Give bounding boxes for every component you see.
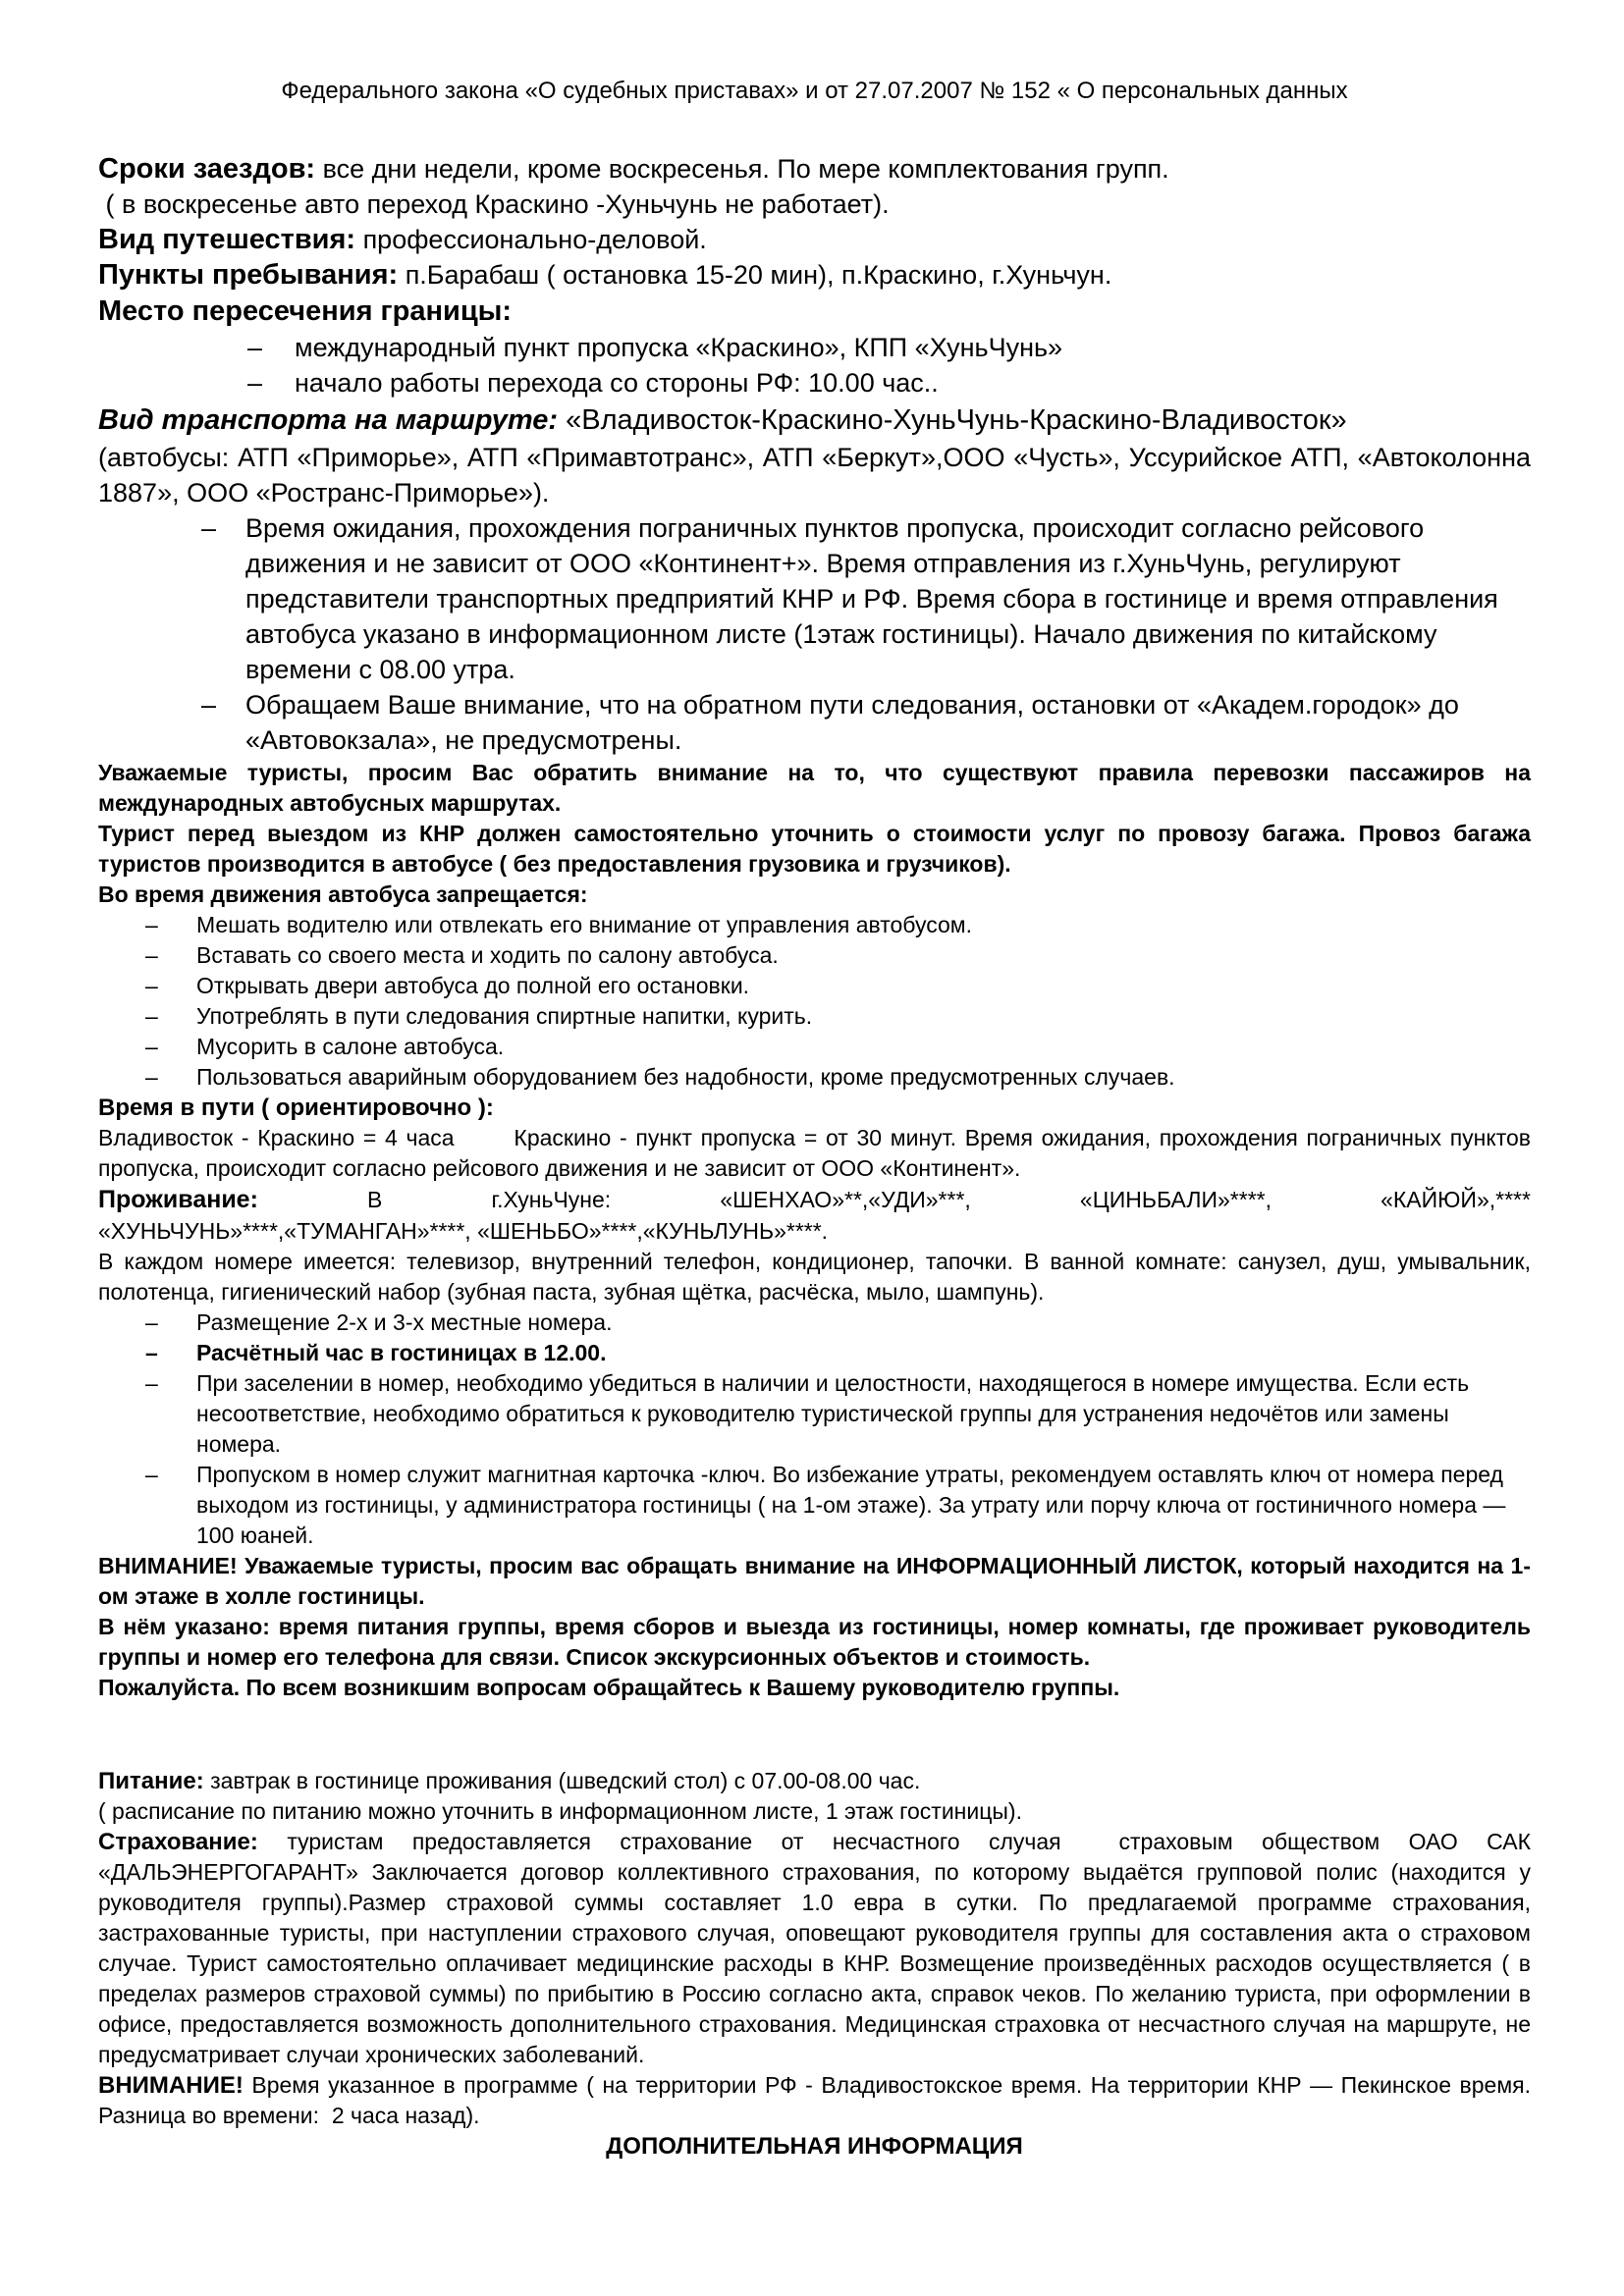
- travel-time-title: Время в пути ( ориентировочно ):: [98, 1095, 494, 1121]
- list-item: – При заселении в номер, необходимо убедиться в наличии и целостности, находящегося в номере имущества. Если есть несоответствие, необходимо обратиться к руководителю туристической группы для устранения недочётов или замены номера.: [98, 1368, 1531, 1460]
- time-difference-text: Время указанное в программе ( на территории РФ - Владивостокское время. На территории КНР — Пекинское время. Разница во времени: 2 часа назад).: [98, 2072, 1531, 2128]
- insurance-paragraph: [98, 1827, 1531, 2070]
- info-sheet-contents: В нём указано: время питания группы, время сборов и выезда из гостиницы, номер комнаты, где проживает руководитель группы и номер его телефона для связи. Список экскурсионных объектов и стоимость.: [98, 1614, 1531, 1670]
- insurance-label: Страхование:: [98, 1829, 258, 1855]
- list-item: – Размещение 2-х и 3-х местные номера.: [98, 1308, 1531, 1338]
- list-item: – Пользоваться аварийным оборудованием без надобности, кроме предусмотренных случаев.: [98, 1062, 1531, 1093]
- meals-text: завтрак в гостинице проживания (шведский стол) с 07.00-08.00 час.: [203, 1768, 921, 1793]
- list-item-checkout-time: – Расчётный час в гостиницах в 12.00.: [98, 1338, 1531, 1368]
- list-item: – международный пункт пропуска «Краскино», КПП «ХуньЧунь»: [98, 330, 1531, 365]
- hotel-names: «КАЙЮЙ»,****: [1380, 1187, 1531, 1212]
- info-sheet-notice: ВНИМАНИЕ! Уважаемые туристы, просим вас обращать внимание на ИНФОРМАЦИОННЫЙ ЛИСТОК, который находится на 1-ом этаже в холле гостиницы.: [98, 1553, 1531, 1609]
- prohibitions-list: [98, 910, 1531, 1093]
- border-crossing-title: Место пересечения границы:: [98, 295, 513, 327]
- stay-points-text: п.Барабаш ( остановка 15-20 мин), п.Краскино, г.Хуньчун.: [398, 260, 1112, 290]
- passenger-rules-notice: Уважаемые туристы, просим Вас обратить внимание на то, что существуют правила перевозки пассажиров на международных автобусных маршрутах.: [98, 760, 1531, 816]
- time-difference-notice: [98, 2070, 1531, 2131]
- meals-note: ( расписание по питанию можно уточнить в информационном листе, 1 этаж гостиницы).: [98, 1798, 1022, 1824]
- list-item: – начало работы перехода со стороны РФ: 10.00 час..: [98, 365, 1531, 400]
- transport-carriers-paragraph: (автобусы: АТП «Приморье», АТП «Примавтотранс», АТП «Беркут»,ООО «Чусть», Уссурийское АТП, «Автоколонна 1887», ООО «Ространс-Приморье»).: [98, 443, 1531, 507]
- accommodation-city-word: В: [367, 1187, 383, 1212]
- list-item: – Употреблять в пути следования спиртные напитки, курить.: [98, 1001, 1531, 1032]
- baggage-notice: Турист перед выездом из КНР должен самостоятельно уточнить о стоимости услуг по провозу багажа. Провоз багажа туристов производится в автобусе ( без предоставления грузовика и грузчиков).: [98, 821, 1531, 877]
- travel-time-text: Владивосток - Краскино = 4 часа Краскино - пункт пропуска = от 30 минут. Время ожидания, прохождения пограничных пунктов пропуска, происходит согласно рейсового движения и не зависит от ООО «Континент».: [98, 1125, 1531, 1181]
- stay-points-label: Пункты пребывания:: [98, 259, 399, 291]
- accommodation-hotels-line: [98, 1184, 1531, 1216]
- questions-notice: Пожалуйста. По всем возникшим вопросам обращайтесь к Вашему руководителю группы.: [98, 1675, 1120, 1700]
- accommodation-city: г.ХуньЧуне:: [491, 1187, 612, 1212]
- list-item: – Обращаем Ваше внимание, что на обратном пути следования, остановки от «Академ.городок» до «Автовокзала», не предусмотрены.: [98, 687, 1531, 758]
- border-crossing-list: [98, 330, 1531, 400]
- list-item: – Вставать со своего места и ходить по салону автобуса.: [98, 940, 1531, 971]
- prohibitions-title: Во время движения автобуса запрещается:: [98, 881, 588, 907]
- transport-notes-list: [98, 510, 1531, 758]
- accommodation-list: [98, 1308, 1531, 1551]
- trip-type-text: профессионально-деловой.: [355, 225, 707, 254]
- transport-type-label: Вид транспорта на маршруте:: [98, 404, 559, 436]
- arrival-dates-text: все дни недели, кроме воскресенья. По мере комплектования групп.: [315, 154, 1169, 184]
- list-item: – Пропуском в номер служит магнитная карточка -ключ. Во избежание утраты, рекомендуем оставлять ключ от номера перед выходом из гостиницы, у администратора гостиницы ( на 1-ом этаже). За утрату или порчу ключа от гостиничного номера — 100 юаней.: [98, 1460, 1531, 1551]
- transport-route-text: «Владивосток-Краскино-ХуньЧунь-Краскино-Владивосток»: [558, 404, 1347, 436]
- insurance-text: туристам предоставляется страхование от несчастного случая страховым обществом ОАО САК «ДАЛЬЭНЕРГОГАРАНТ» Заключается договор коллективного страхования, по которому выдаётся групповой полис (находится у руководителя группы).Размер страховой суммы составляет 1.0 евра в сутки. По предлагаемой программе страхования, застрахованные туристы, при наступлении страхового случая, оповещают руководителя группы для составления акта о страховом случае. Турист самостоятельно оплачивает медицинские расходы в КНР. Возмещение произведённых расходов осуществляется ( в пределах размеров страховой суммы) по прибытию в Россию согласно акта, справок чеков. По желанию туриста, при оформлении в офисе, предоставляется возможность дополнительного страхования. Медицинская страховка от несчастного случая на маршруте, не предусматривает случаи хронических заболеваний.: [98, 1829, 1531, 2067]
- list-item: – Открывать двери автобуса до полной его остановки.: [98, 971, 1531, 1001]
- meals-paragraph: [98, 1766, 1531, 1796]
- room-info-paragraph: В каждом номере имеется: телевизор, внутренний телефон, кондиционер, тапочки. В ванной комнате: санузел, душ, умывальник, полотенца, гигиенический набор (зубная паста, зубная щётка, расчёска, мыло, шампунь).: [98, 1249, 1531, 1305]
- hotel-names: «ЦИНЬБАЛИ»****,: [1079, 1187, 1272, 1212]
- additional-info-title: ДОПОЛНИТЕЛЬНАЯ ИНФОРМАЦИЯ: [606, 2133, 1023, 2160]
- list-item: – Мешать водителю или отвлекать его внимание от управления автобусом.: [98, 910, 1531, 940]
- hotel-names: «ШЕНХАО»**,«УДИ»***,: [720, 1187, 971, 1212]
- accommodation-hotels-line2: «ХУНЬЧУНЬ»****,«ТУМАНГАН»****, «ШЕНЬБО»****,«КУНЬЛУНЬ»****.: [98, 1218, 829, 1244]
- transport-type-paragraph: [98, 400, 1531, 440]
- stay-points-paragraph: [98, 257, 1531, 293]
- trip-type-paragraph: [98, 222, 1531, 257]
- arrival-dates-paragraph: [98, 151, 1531, 187]
- trip-type-label: Вид путешествия:: [98, 224, 356, 255]
- list-item: – Время ожидания, прохождения пограничных пунктов пропуска, происходит согласно рейсового движения и не зависит от ООО «Континент+». Время отправления из г.ХуньЧунь, регулируют представители транспортных предприятий КНР и РФ. Время сбора в гостинице и время отправления автобуса указано в информационном листе (1этаж гостиницы). Начало движения по китайскому времени с 08.00 утра.: [98, 510, 1531, 687]
- list-item: – Мусорить в салоне автобуса.: [98, 1032, 1531, 1062]
- attention-label: ВНИМАНИЕ!: [98, 2072, 244, 2099]
- arrival-dates-note: ( в воскресенье авто переход Краскино -Хуньчунь не работает).: [98, 189, 890, 219]
- accommodation-label: Проживание:: [98, 1186, 258, 1213]
- meals-label: Питание:: [98, 1768, 204, 1794]
- arrival-dates-label: Сроки заездов:: [98, 153, 316, 185]
- header-law-line: Федерального закона «О судебных приставах» и от 27.07.2007 № 152 « О персональных данных: [281, 78, 1348, 104]
